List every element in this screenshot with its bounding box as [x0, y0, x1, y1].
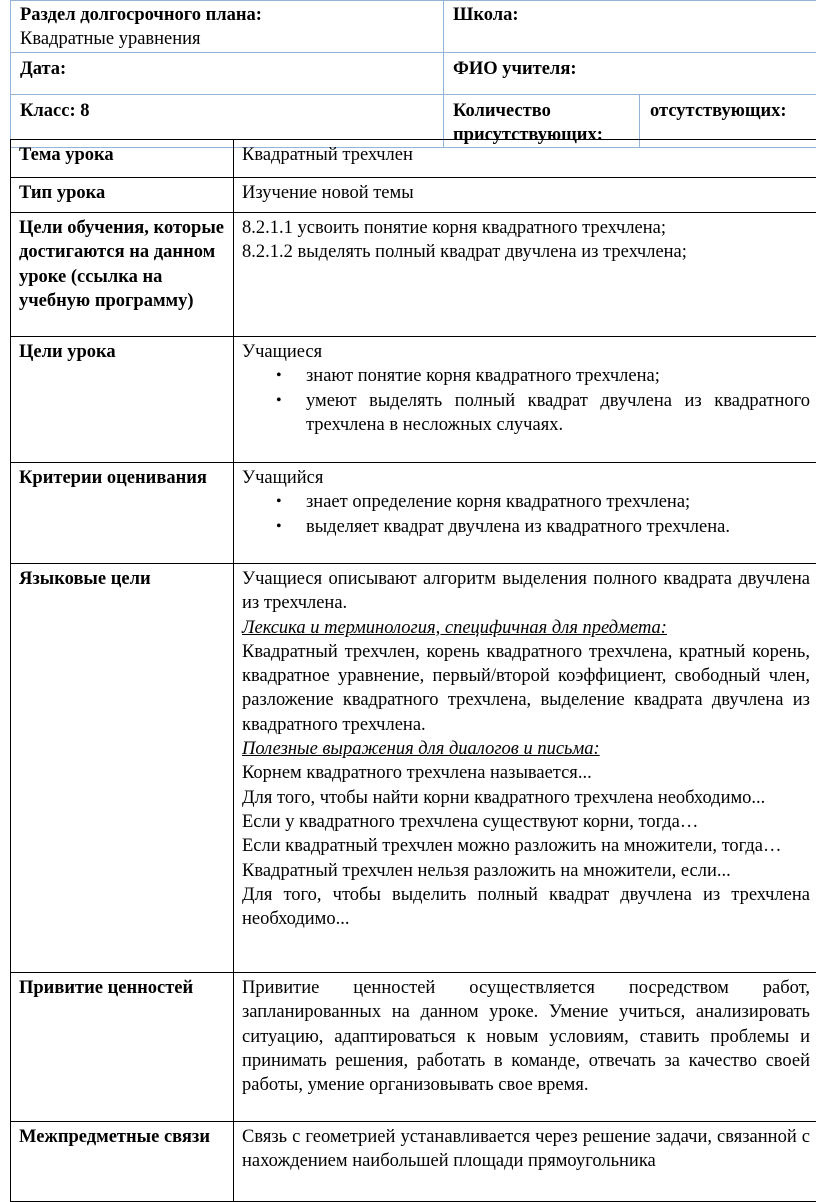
plan-section-cell [11, 1, 444, 53]
present-label: Количество присутствующих: [453, 101, 603, 145]
table-row [11, 140, 816, 178]
date-cell [11, 52, 444, 94]
values-text: Привитие ценностей осуществляется посредством работ, запланированных на данном уроке. Умение учиться, анализировать ситуацию, адаптироваться к новым условиям, ставить проблемы и принимать решения, работать в команде, отвечать за качество своей работы, умение организовывать свое время. [242, 976, 810, 1097]
phrase-line: Корнем квадратного трехчлена называется... [242, 761, 810, 785]
plan-section-value: Квадратные уравнения [20, 27, 435, 51]
lesson-goals-list [242, 364, 810, 437]
class-label: Класс: 8 [20, 101, 90, 121]
criteria-label: Критерии оценивания [19, 468, 207, 488]
phrase-line: Если квадратный трехчлен можно разложить на множители, тогда… [242, 834, 810, 858]
table-row [11, 337, 816, 463]
vocab-text: Квадратный трехчлен, корень квадратного трехчлена, кратный корень, квадратное уравнение, первый/второй коэффициент, свободный член, разложение квадратного трехчлена, выделение квадрата двучлена из квадратного трехчлена. [242, 640, 810, 737]
school-cell [444, 1, 816, 53]
objective-item: 8.2.1.2 выделять полный квадрат двучлена из трехчлена; [242, 240, 810, 264]
absent-label: отсутствующих: [650, 101, 787, 121]
main-table [10, 139, 816, 1202]
teacher-cell [444, 52, 816, 94]
list-item: • знает определение корня квадратного трехчлена; [242, 490, 810, 514]
phrases-heading: Полезные выражения для диалогов и письма: [242, 737, 810, 761]
lesson-type-value: Изучение новой темы [242, 183, 414, 203]
values-label: Привитие ценностей [19, 978, 193, 998]
list-item: • выделяет квадрат двучлена из квадратного трехчлена. [242, 515, 810, 539]
objective-item: 8.2.1.1 усвоить понятие корня квадратного трехчлена; [242, 216, 810, 240]
table-row [11, 564, 816, 973]
teacher-label: ФИО учителя: [453, 59, 576, 79]
table-row [11, 973, 816, 1122]
interdisciplinary-text: Связь с геометрией устанавливается через решение задачи, связанной с нахождением наибольшей площади прямоугольника [242, 1125, 810, 1174]
topic-label: Тема урока [19, 145, 114, 165]
header-table [10, 0, 816, 148]
list-item: • умеют выделять полный квадрат двучлена из квадратного трехчлена в несложных случаях. [242, 389, 810, 438]
school-label: Школа: [453, 5, 519, 25]
table-row [11, 213, 816, 337]
language-goals-label: Языковые цели [19, 569, 151, 589]
table-row [11, 1122, 816, 1202]
objectives-label: Цели обучения, которые достигаются на данном уроке (ссылка на учебную программу) [19, 218, 224, 311]
lesson-goals-label: Цели урока [19, 342, 116, 362]
phrase-line: Для того, чтобы выделить полный квадрат двучлена из трехчлена необходимо... [242, 883, 810, 932]
phrase-line: Если у квадратного трехчлена существуют корни, тогда… [242, 810, 810, 834]
lesson-type-label: Тип урока [19, 183, 105, 203]
lesson-goals-intro: Учащиеся [242, 340, 810, 364]
interdisciplinary-label: Межпредметные связи [19, 1127, 210, 1147]
plan-section-label: Раздел долгосрочного плана: [20, 3, 435, 27]
language-intro: Учащиеся описывают алгоритм выделения полного квадрата двучлена из трехчлена. [242, 567, 810, 616]
topic-value: Квадратный трехчлен [242, 145, 413, 165]
table-row [11, 178, 816, 213]
phrase-line: Квадратный трехчлен нельзя разложить на множители, если... [242, 859, 810, 883]
criteria-list [242, 490, 810, 539]
criteria-intro: Учащийся [242, 466, 810, 490]
vocab-heading: Лексика и терминология, специфичная для предмета: [242, 616, 810, 640]
phrase-line: Для того, чтобы найти корни квадратного трехчлена необходимо... [242, 786, 810, 810]
list-item: • знают понятие корня квадратного трехчлена; [242, 364, 810, 388]
table-row [11, 463, 816, 564]
date-label: Дата: [20, 59, 66, 79]
